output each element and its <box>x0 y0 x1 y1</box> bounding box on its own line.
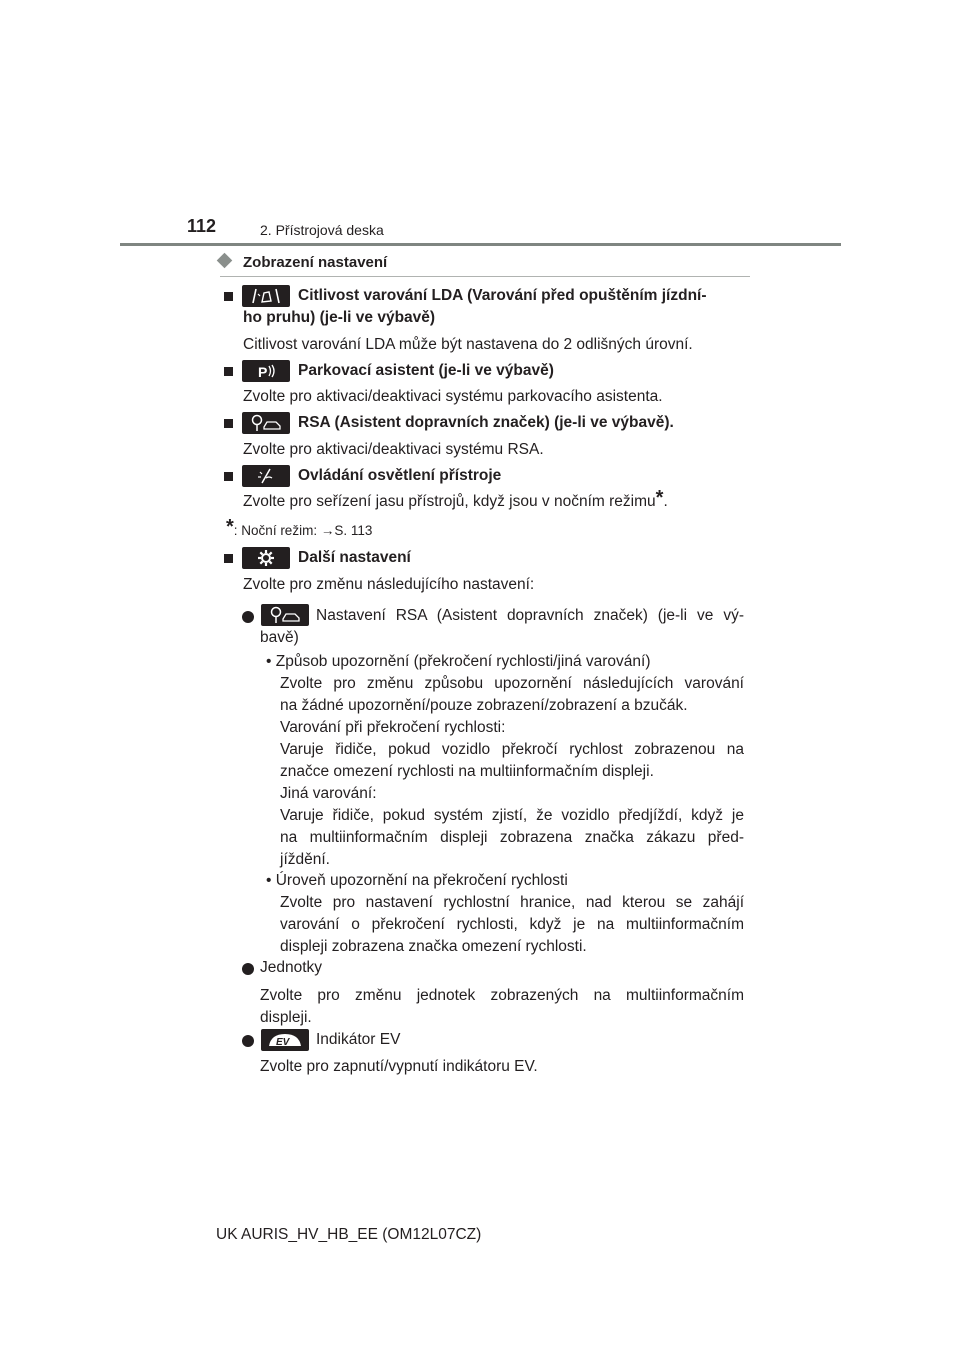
text-line: Zvolte pro nastavení rychlostní hranice, nad kterou se zahájí <box>280 894 744 911</box>
rsa-settings-title-line1: Nastavení RSA (Asistent dopravních značek) (je-li ve vý- <box>316 607 744 624</box>
page-number: 112 <box>187 216 217 236</box>
units-body-line1: Zvolte pro změnu jednotek zobrazených na multiinformačním <box>260 987 744 1004</box>
square-bullet <box>224 367 233 376</box>
text-line: displeji zobrazena značka omezení rychlosti. <box>280 938 587 955</box>
units-body-line2: displeji. <box>260 1009 312 1026</box>
notification-method-body <box>280 673 744 871</box>
square-bullet <box>224 554 233 563</box>
text-line: značce omezení rychlosti na multiinformačním displeji. <box>280 763 654 780</box>
speed-warning-level-title: • Úroveň upozornění na překročení rychlosti <box>266 872 568 889</box>
text-line: na multiinformačním displeji zobrazena značka zákazu před- <box>280 829 744 846</box>
road-sign-assist-icon <box>261 604 309 626</box>
rsa-settings-title-line2: bavě) <box>260 629 299 646</box>
round-bullet <box>242 963 254 975</box>
text-line: Varování při překročení rychlosti: <box>280 719 506 736</box>
other-body: Zvolte pro změnu následujícího nastavení: <box>243 576 535 593</box>
text-line: varování o překročení rychlosti, když je na multiinformačním <box>280 916 744 933</box>
header-rule <box>120 243 841 246</box>
units-title: Jednotky <box>260 959 323 976</box>
illumination-title: Ovládání osvětlení přístroje <box>298 467 502 484</box>
svg-text:P: P <box>258 364 268 380</box>
lane-departure-icon <box>242 285 290 307</box>
footer-manual-code: UK AURIS_HV_HB_EE (OM12L07CZ) <box>216 1226 482 1243</box>
section-rule <box>220 276 750 277</box>
ev-indicator-icon <box>261 1029 309 1051</box>
footnote-star: * <box>655 487 664 509</box>
lda-body: Citlivost varování LDA může být nastavena do 2 odlišných úrovní. <box>243 336 693 353</box>
speed-warning-level-body <box>280 892 744 958</box>
road-sign-assist-icon <box>242 412 290 434</box>
ev-title: Indikátor EV <box>316 1031 401 1048</box>
footnote-ref-link[interactable]: S. 113 <box>334 523 373 538</box>
arrow-icon: → <box>320 523 335 538</box>
lda-title-line1: Citlivost varování LDA (Varování před opuštěním jízdní- <box>298 287 707 304</box>
chapter-title: 2. Přístrojová deska <box>260 222 384 238</box>
text-line: Jiná varování: <box>280 785 377 802</box>
round-bullet <box>242 1035 254 1047</box>
section-title: Zobrazení nastavení <box>243 254 388 271</box>
text-line: Varuje řidiče, pokud systém zjistí, že vozidlo předjíždí, když je <box>280 807 744 824</box>
lda-title-line2: ho pruhu) (je-li ve výbavě) <box>243 309 436 326</box>
text-line: Zvolte pro změnu způsobu upozornění následujících varování <box>280 675 744 692</box>
footnote-star: * <box>226 516 234 538</box>
rsa-title: RSA (Asistent dopravních značek) (je-li ve výbavě). <box>298 414 674 431</box>
text-line: na žádné upozornění/pouze zobrazení/zobrazení a bzučák. <box>280 697 688 714</box>
brightness-icon <box>242 465 290 487</box>
footnote-text: : Noční režim: <box>233 523 321 538</box>
ev-body: Zvolte pro zapnutí/vypnutí indikátoru EV. <box>260 1058 538 1075</box>
square-bullet <box>224 419 233 428</box>
other-title: Další nastavení <box>298 549 411 566</box>
footnote <box>226 516 373 542</box>
gear-icon <box>242 547 290 569</box>
notification-method-title: • Způsob upozornění (překročení rychlosti/jiná varování) <box>266 653 651 670</box>
square-bullet <box>224 292 233 301</box>
diamond-bullet-icon <box>217 253 233 269</box>
illumination-body-line <box>243 487 668 513</box>
illumination-body-end: . <box>663 493 668 510</box>
square-bullet <box>224 472 233 481</box>
round-bullet <box>242 611 254 623</box>
parking-title: Parkovací asistent (je-li ve výbavě) <box>298 362 554 379</box>
rsa-body: Zvolte pro aktivaci/deaktivaci systému RSA. <box>243 441 544 458</box>
illumination-body: Zvolte pro seřízení jasu přístrojů, když jsou v nočním režimu <box>243 493 656 510</box>
text-line: jíždění. <box>280 851 330 868</box>
parking-assist-icon <box>242 360 290 382</box>
ev-icon-text: EV <box>276 1037 290 1048</box>
text-line: Varuje řidiče, pokud vozidlo překročí rychlost zobrazenou na <box>280 741 744 758</box>
parking-body: Zvolte pro aktivaci/deaktivaci systému parkovacího asistenta. <box>243 388 663 405</box>
